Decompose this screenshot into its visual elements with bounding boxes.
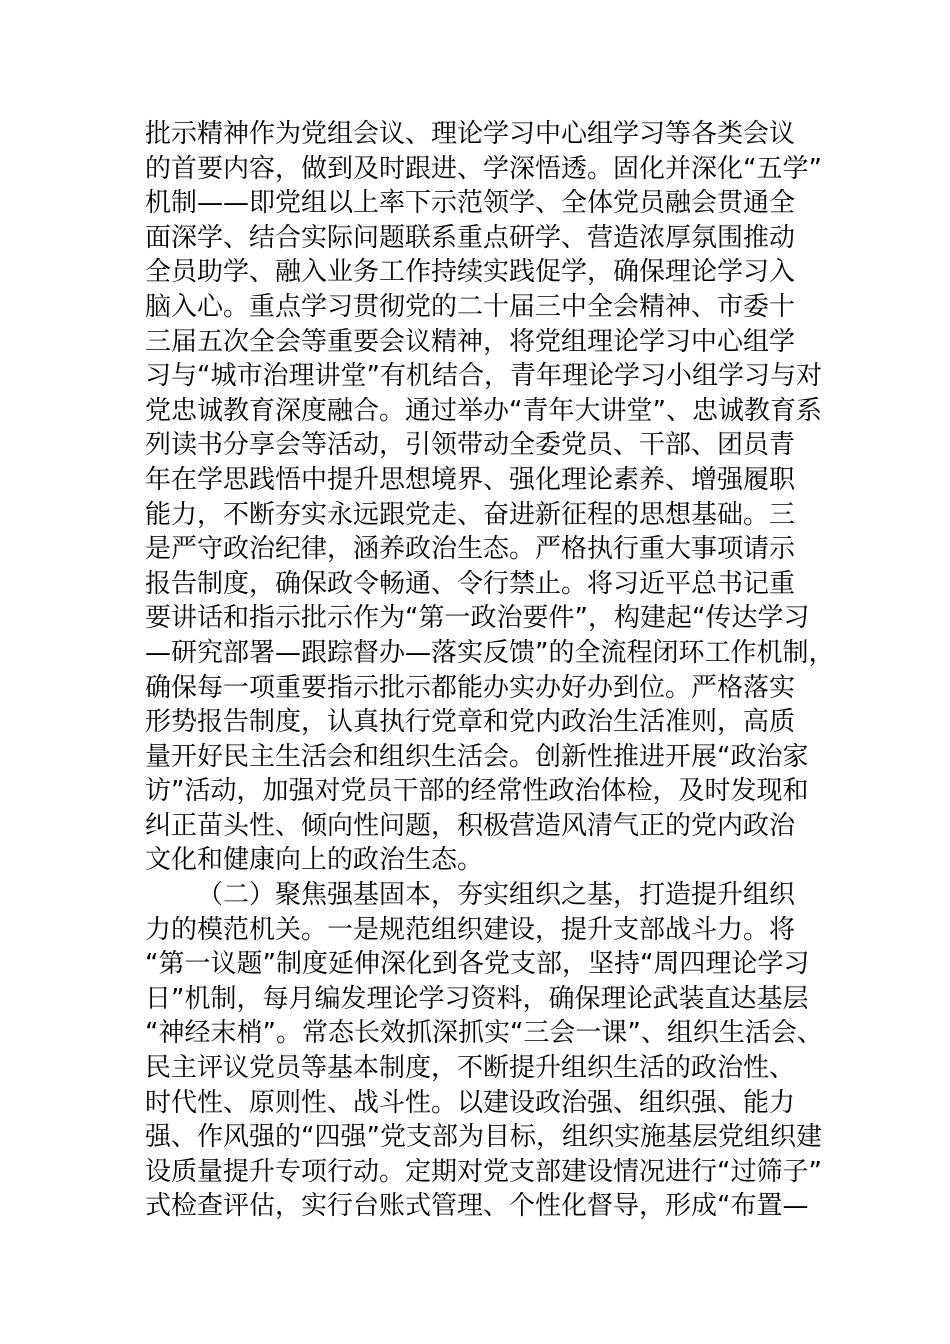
text-line: 纠正苗头性、倾向性问题，积极营造风清气正的党内政治	[145, 810, 796, 841]
text-line: “第一议题”制度延伸深化到各党支部，坚持“周四理论学习	[145, 949, 810, 980]
text-line: 批示精神作为党组会议、理论学习中心组学习等各类会议	[145, 119, 796, 149]
text-line: 习与“城市治理讲堂”有机结合，青年理论学习小组学习与对	[145, 361, 822, 392]
body-text	[145, 117, 835, 1224]
text-line: —研究部署—跟踪督办—落实反馈”的全流程闭环工作机制，	[145, 637, 835, 668]
text-line: 民主评议党员等基本制度，不断提升组织生活的政治性、	[145, 1053, 796, 1084]
text-line: 力的模范机关。一是规范组织建设，提升支部战斗力。将	[145, 914, 796, 945]
text-line: 文化和健康向上的政治生态。	[145, 845, 484, 876]
text-line: 设质量提升专项行动。定期对党支部建设情况进行“过筛子”	[145, 1156, 822, 1187]
text-line: 的首要内容，做到及时跟进、学深悟透。固化并深化“五学”	[145, 153, 822, 184]
text-line: 时代性、原则性、战斗性。以建设政治强、组织强、能力	[145, 1087, 796, 1118]
text-line: 党忠诚教育深度融合。通过举办“青年大讲堂”、忠诚教育系	[145, 395, 822, 426]
text-line: 式检查评估，实行台账式管理、个性化督导，形成“布置—	[145, 1191, 809, 1222]
text-line: 全员助学、融入业务工作持续实践促学，确保理论学习入	[145, 257, 796, 288]
text-line: 列读书分享会等活动，引领带动全委党员、干部、团员青	[145, 430, 796, 461]
text-line: 年在学思践悟中提升思想境界、强化理论素养、增强履职	[145, 464, 796, 495]
text-line: 面深学、结合实际问题联系重点研学、营造浓厚氛围推动	[145, 222, 796, 253]
text-line: 是严守政治纪律，涵养政治生态。严格执行重大事项请示	[145, 534, 796, 565]
text-line: 强、作风强的“四强”党支部为目标，组织实施基层党组织建	[145, 1122, 822, 1153]
text-line: 日”机制，每月编发理论学习资料，确保理论武装直达基层	[145, 983, 809, 1014]
text-line: 机制——即党组以上率下示范领学、全体党员融会贯通全	[145, 188, 796, 219]
text-line: 形势报告制度，认真执行党章和党内政治生活准则，高质	[145, 707, 796, 738]
text-line: 能力，不断夯实永远跟党走、奋进新征程的思想基础。三	[145, 499, 796, 530]
text-line: 三届五次全会等重要会议精神，将党组理论学习中心组学	[145, 326, 796, 357]
text-line: 访”活动，加强对党员干部的经常性政治体检，及时发现和	[145, 776, 809, 807]
text-line: 量开好民主生活会和组织生活会。创新性推进开展“政治家	[145, 741, 809, 772]
section-heading-line: （二）聚焦强基固本，夯实组织之基，打造提升组织	[197, 880, 796, 911]
text-line: 脑入心。重点学习贯彻党的二十届三中全会精神、市委十	[145, 291, 796, 322]
text-line: 确保每一项重要指示批示都能办实办好办到位。严格落实	[145, 672, 796, 703]
text-line: “神经末梢”。常态长效抓深抓实“三会一课”、组织生活会、	[145, 1018, 823, 1049]
text-line: 要讲话和指示批示作为“第一政治要件”，构建起“传达学习	[145, 603, 810, 634]
text-line: 报告制度，确保政令畅通、令行禁止。将习近平总书记重	[145, 568, 796, 599]
